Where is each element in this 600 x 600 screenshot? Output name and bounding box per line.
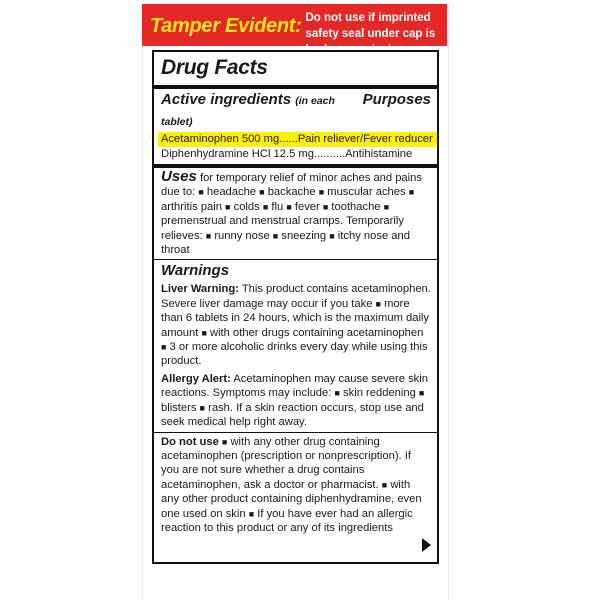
divider-thick bbox=[154, 85, 437, 89]
use-item: toothache bbox=[331, 200, 381, 213]
relief-item: runny nose bbox=[214, 229, 270, 242]
use-item: headache bbox=[206, 186, 257, 199]
active-ingredients-sublabel: (in each tablet) bbox=[161, 95, 335, 128]
tamper-evident-banner bbox=[142, 4, 447, 56]
allergy-alert-lead: Allergy Alert: bbox=[161, 372, 231, 385]
ingredient-name: Diphenhydramine HCl 12.5 mg bbox=[161, 147, 314, 160]
ingredient-dots: ...... bbox=[279, 133, 298, 145]
use-item: fever bbox=[294, 200, 320, 213]
divider-thin bbox=[154, 259, 437, 260]
divider-thin bbox=[154, 432, 437, 433]
ingredient-row-diphenhydramine bbox=[161, 147, 431, 162]
use-item: colds bbox=[233, 200, 260, 213]
use-item: arthritis pain bbox=[161, 200, 222, 213]
liver-warning-text: This product contains acetaminophen. Severe liver damage may occur if you take bbox=[161, 283, 431, 310]
uses-heading: Uses bbox=[161, 168, 197, 185]
warnings-heading: Warnings bbox=[161, 262, 230, 280]
uses-section: Uses for temporary relief of minor aches and pains due to: ■ headache ■ backache ■ muscular aches ■ arthritis pain ■ colds ■ flu ■ fever ■ toothache ■ premenstrual and menstrual cramps. Temporarily relieves: ■ runny nose ■ sneezing ■ itchy nose and throat bbox=[161, 168, 422, 257]
active-ingredients-header bbox=[161, 90, 431, 132]
ingredient-name: Acetaminophen 500 mg bbox=[161, 133, 280, 145]
allergy-item: rash. bbox=[208, 401, 233, 414]
liver-warning-lead: Liver Warning: bbox=[161, 283, 239, 296]
allergy-item: skin reddening bbox=[343, 387, 416, 400]
relief-item: sneezing bbox=[281, 229, 327, 242]
ingredient-purpose: Antihistamine bbox=[345, 147, 413, 160]
liver-item: more than 6 tablets in 24 hours, which is the maximum daily amount bbox=[161, 297, 430, 339]
allergy-alert: Allergy Alert: Acetaminophen may cause severe skin reactions. Symptoms may include: ■ skin reddening ■ blisters ■ rash. If a skin reaction occurs, stop use and seek medical help right away. bbox=[161, 372, 428, 429]
do-not-use: Do not use ■ with any other drug containing acetaminophen (prescription or nonprescription). If you are not sure whether a drug contains acetaminophen, ask a doctor or pharmacist. ■ with any other product containing diphenhydramine, even one used on skin ■ If you have ever had an allergic reaction to this product or any of its ingredients bbox=[161, 435, 422, 534]
purposes-label: Purposes bbox=[362, 91, 431, 108]
do-not-use-lead: Do not use bbox=[161, 435, 219, 448]
uses-text-2: Temporarily relieves: bbox=[161, 215, 404, 242]
continue-arrow-icon bbox=[422, 538, 431, 552]
drug-facts-panel bbox=[152, 50, 439, 564]
liver-warning: Liver Warning: This product contains acetaminophen. Severe liver damage may occur if you take ■ more than 6 tablets in 24 hours, which is the maximum daily amount ■ with other drugs containing acetaminophen ■ 3 or more alcoholic drinks every day while using this product. bbox=[161, 283, 431, 368]
tamper-evident-title: Tamper Evident: bbox=[150, 15, 302, 37]
tamper-evident-text: Do not use if imprinted safety seal under cap is broken or missing. bbox=[305, 12, 436, 56]
use-item: backache bbox=[267, 186, 316, 199]
use-item: premenstrual and menstrual cramps. bbox=[161, 215, 344, 228]
liver-item: with other drugs containing acetaminophen bbox=[209, 326, 424, 339]
uses-text: for temporary relief of minor aches and pains due to: bbox=[161, 172, 422, 199]
allergy-alert-text-2: If a skin reaction occurs, stop use and seek medical help right away. bbox=[161, 401, 424, 429]
do-not-use-item: If you have ever had an allergic reaction to this product or any of its ingredients bbox=[161, 507, 413, 534]
liver-item: 3 or more alcoholic drinks every day while using this product. bbox=[161, 341, 428, 368]
ingredient-row-acetaminophen bbox=[158, 132, 437, 147]
relief-item: itchy nose and throat bbox=[161, 229, 410, 257]
use-item: muscular aches bbox=[327, 186, 406, 199]
drug-facts-title: Drug Facts bbox=[161, 56, 268, 79]
ingredient-dots: .......... bbox=[313, 147, 346, 160]
allergy-item: blisters bbox=[161, 401, 197, 414]
do-not-use-item: with any other drug containing acetaminophen (prescription or nonprescription). If you are not sure whether a drug contains acetaminophen, ask a doctor or pharmacist. bbox=[161, 435, 411, 491]
do-not-use-item: with any other product containing diphenhydramine, even one used on skin bbox=[161, 478, 422, 520]
ingredient-purpose: Pain reliever/Fever reducer bbox=[297, 133, 433, 145]
allergy-alert-text: Acetaminophen may cause severe skin reactions. Symptoms may include: bbox=[161, 372, 428, 400]
active-ingredients-label: Active ingredients bbox=[161, 91, 292, 108]
use-item: flu bbox=[271, 200, 284, 213]
